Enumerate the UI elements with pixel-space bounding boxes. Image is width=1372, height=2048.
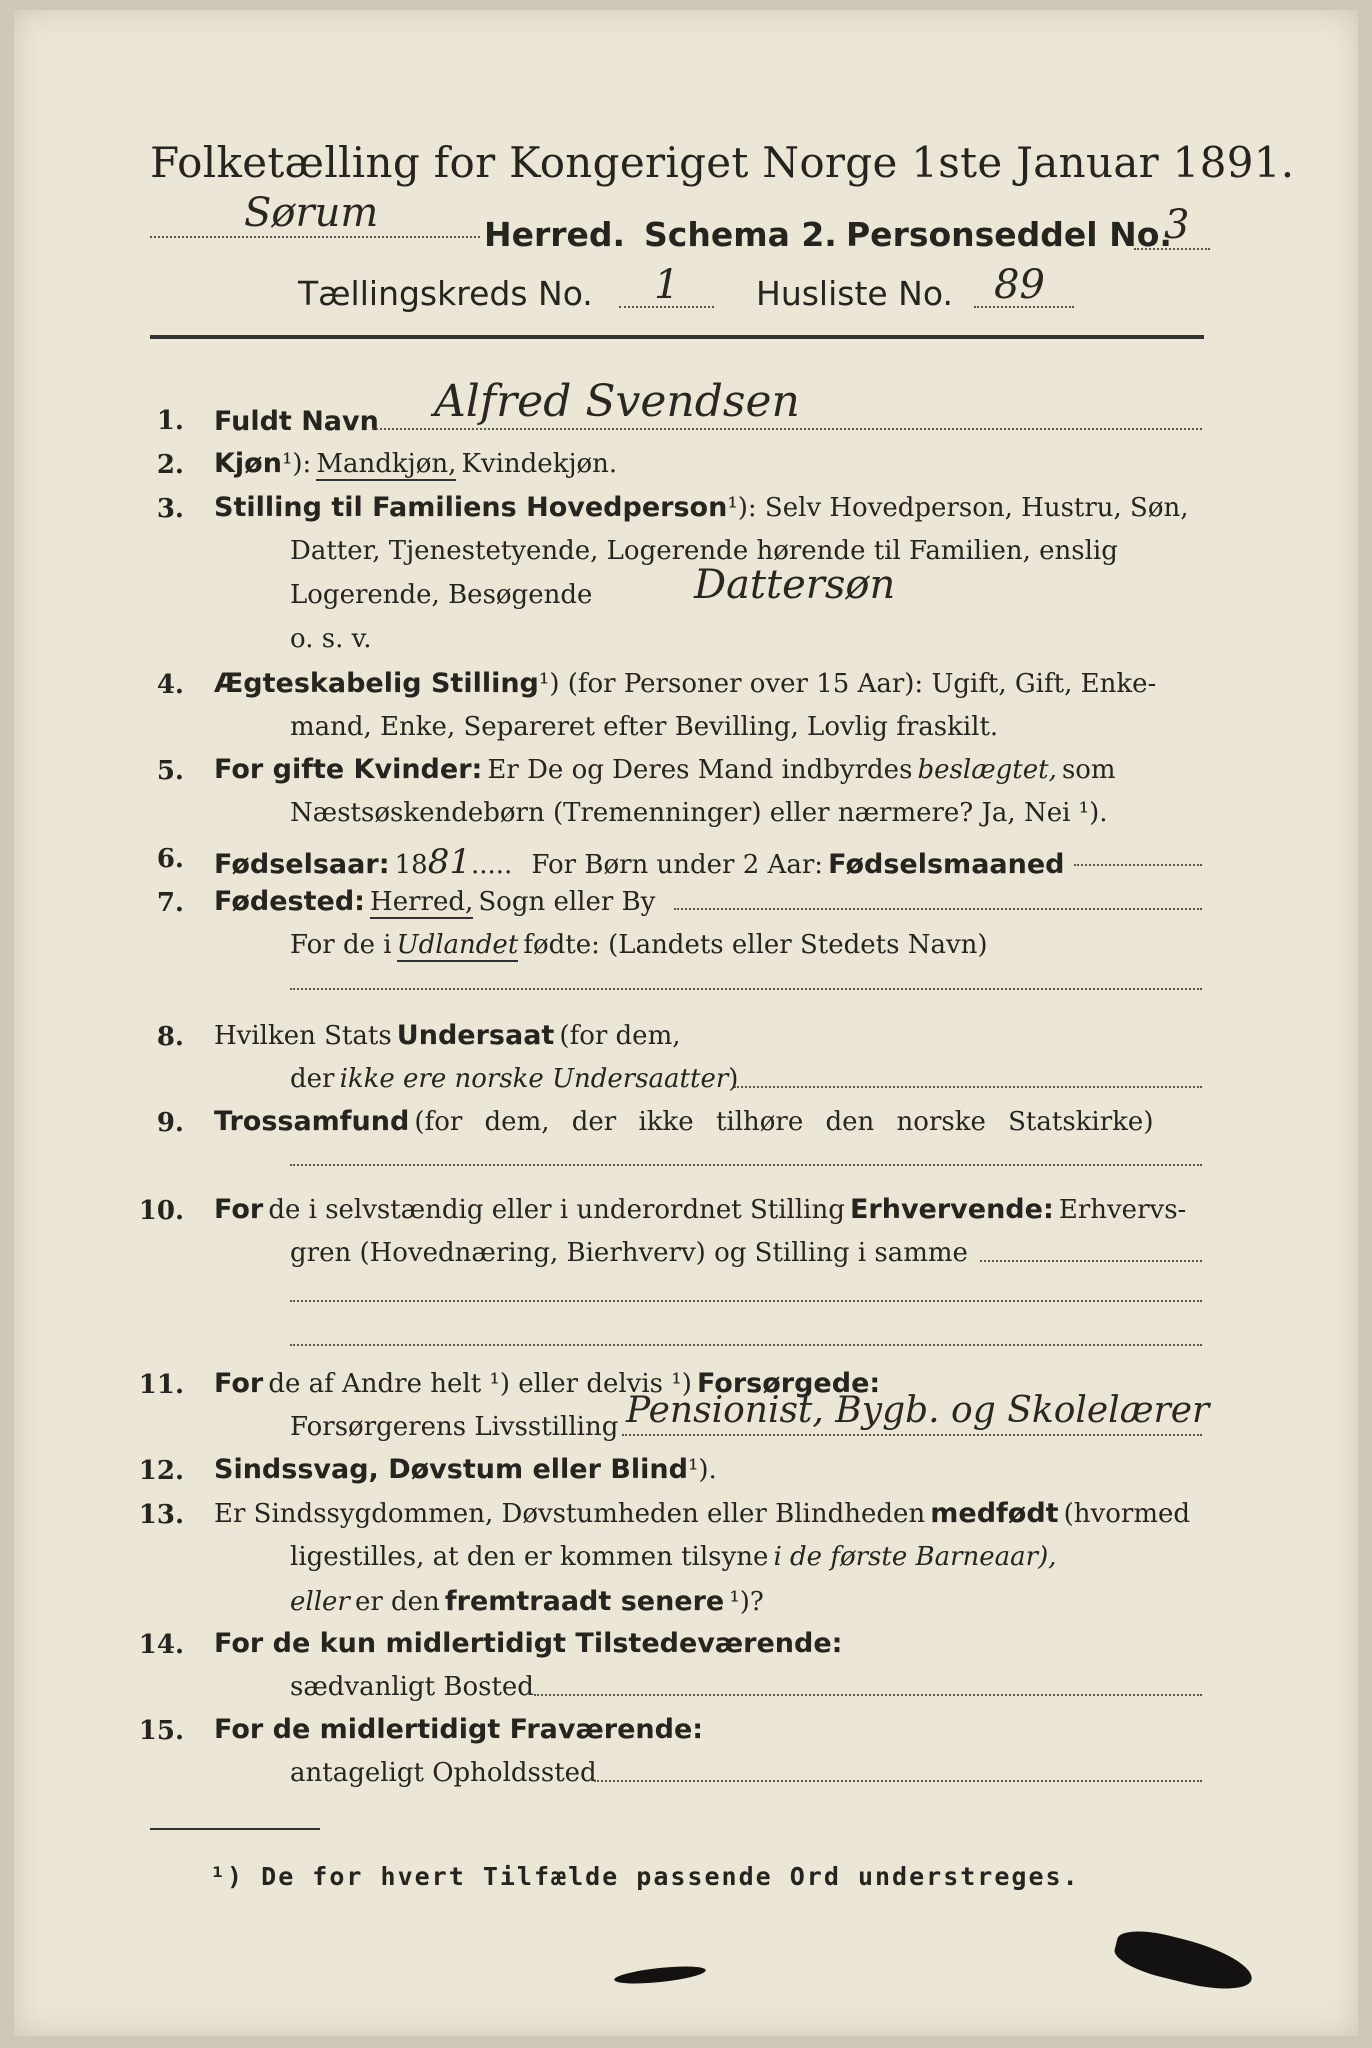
q9-label: Trossamfund [214, 1106, 410, 1137]
q7-label: Fødested: [214, 886, 365, 917]
q7-extra-line [290, 988, 1202, 990]
q1-fill-line [372, 428, 1202, 430]
q11-label-b: Forsørgede: [696, 1368, 881, 1399]
q1-label: Fuldt Navn [214, 406, 379, 437]
q14-fill-line [534, 1694, 1202, 1696]
q2-colon: ): [292, 449, 312, 479]
q12-tail: ¹). [687, 1455, 717, 1485]
q6-number: 6. [156, 844, 184, 874]
q15-number: 15. [138, 1716, 184, 1746]
q4-line-2: mand, Enke, Separeret efter Bevilling, Lovlig fraskilt. [290, 712, 999, 742]
q7-number: 7. [156, 888, 184, 918]
q4-label: Ægteskabelig Stilling [214, 668, 539, 699]
q6-tail-bold: Fødselsmaaned [828, 849, 1065, 880]
q1-number: 1. [156, 406, 184, 436]
census-form-page [14, 10, 1358, 2036]
q6-fill-line [1074, 864, 1202, 866]
q3-label: Stilling til Familiens Hovedperson [214, 492, 728, 523]
q4-number: 4. [156, 670, 184, 700]
q13-line3-b: ¹)? [729, 1587, 764, 1617]
q6-year-prefix: 18 [394, 850, 428, 880]
q14-label: For de kun midlertidigt Tilstedeværende: [214, 1628, 843, 1659]
ink-smudge-left [614, 1963, 707, 1987]
q7-line-2 [290, 930, 988, 960]
q10-fill-line [980, 1260, 1202, 1262]
q3-line-1 [214, 492, 1189, 523]
q9-line [214, 1106, 1153, 1137]
q4-line-1 [214, 668, 1156, 699]
q3-number: 3. [156, 494, 184, 524]
q5-text-a: Er De og Deres Mand indbyrdes [487, 755, 913, 785]
q8-text-b: (for dem, [559, 1021, 681, 1051]
q6-handwritten-year: 81 [427, 842, 471, 882]
husliste-handwritten: 89 [994, 262, 1045, 308]
q3-line1-tail: ¹): Selv Hovedperson, Hustru, Søn, [727, 493, 1189, 523]
q13-bold: medfødt [930, 1498, 1059, 1529]
q10-text-b: Erhvervs- [1058, 1195, 1187, 1225]
q11-fill-line [622, 1434, 1202, 1436]
herred-label: Herred. [484, 215, 626, 254]
q11-label-a: For [214, 1368, 264, 1399]
q9-fill-line [290, 1164, 1202, 1166]
q7-option-herred-underlined: Herred, [370, 887, 474, 917]
q1-handwritten-name: Alfred Svendsen [434, 376, 800, 427]
q11-text-a: de af Andre helt ¹) eller delvis ¹) [268, 1369, 692, 1399]
q10-label-a: For [214, 1194, 264, 1225]
q10-extra-line-2 [290, 1344, 1202, 1346]
q8-fill-line [734, 1086, 1202, 1088]
q10-label-b: Erhvervende: [849, 1194, 1054, 1225]
q7-line2-b: fødte: (Landets eller Stedets Navn) [523, 930, 988, 960]
footnote: ¹) De for hvert Tilfælde passende Ord understreges. [210, 1862, 1080, 1891]
q11-number: 11. [138, 1370, 184, 1400]
q14-number: 14. [138, 1630, 184, 1660]
q10-number: 10. [138, 1196, 184, 1226]
q13-text-a: Er Sindssygdommen, Døvstumheden eller Blindheden [214, 1499, 926, 1529]
q4-line1-tail: ¹) (for Personer over 15 Aar): Ugift, Gift, Enke- [538, 669, 1157, 699]
q5-text-italic: beslægtet, [917, 755, 1057, 785]
q7-fill-line [674, 908, 1202, 910]
q5-line-1 [214, 754, 1116, 785]
q13-line-3 [290, 1586, 764, 1617]
q7-line2-a: For de i [290, 930, 392, 960]
q13-line2-italic: i de første Barneaar), [773, 1542, 1057, 1572]
q8-text-a: Hvilken Stats [214, 1021, 392, 1051]
footnote-rule [150, 1828, 320, 1830]
q5-label: For gifte Kvinder: [214, 754, 483, 785]
q5-line-2: Næstsøskendebørn (Tremenninger) eller nærmere? Ja, Nei ¹). [290, 798, 1108, 828]
q8-line2-italic: ikke ere norske Undersaatter [339, 1064, 729, 1094]
q3-line-3: Logerende, Besøgende [290, 580, 593, 610]
q3-handwritten-value: Dattersøn [694, 562, 896, 608]
q7-udlandet: Udlandet [396, 930, 519, 960]
q13-line3-a: er den [354, 1587, 440, 1617]
ink-smudge-right [1111, 1924, 1257, 1999]
herred-handwritten: Sørum [244, 190, 379, 236]
q8-line2-a: der [290, 1064, 335, 1094]
q2-option-kvindekjon: Kvindekjøn. [461, 449, 618, 479]
q3-line-2: Datter, Tjenestetyende, Logerende hørende til Familien, enslig [290, 536, 1118, 566]
q13-line-1 [214, 1498, 1190, 1529]
q8-line2-b: ) [728, 1064, 739, 1094]
q13-line3-italic: eller [290, 1587, 350, 1617]
q13-line3-bold: fremtraadt senere [444, 1586, 725, 1617]
q8-number: 8. [156, 1022, 184, 1052]
personseddel-label: Personseddel No. [846, 215, 1172, 254]
q7-rest: Sogn eller By [478, 887, 656, 917]
q2-sup: ¹ [281, 449, 293, 479]
q10-text-a: de i selvstændig eller i underordnet Stilling [268, 1195, 845, 1225]
q5-text-b: som [1061, 755, 1116, 785]
q10-extra-line-1 [290, 1300, 1202, 1302]
q8-line-2 [290, 1064, 738, 1094]
q3-line-4: o. s. v. [290, 624, 372, 654]
q12-number: 12. [138, 1456, 184, 1486]
q11-handwritten-value: Pensionist, Bygb. og Skolelærer [626, 1390, 1210, 1431]
herred-fill-line [150, 236, 480, 238]
q6-line: Fødselsaar: 1881..... For Børn under 2 Aar: Fødselsmaaned [214, 842, 1065, 882]
q8-line-1 [214, 1020, 680, 1051]
q10-line-2: gren (Hovednæring, Bierhverv) og Stilling i samme [290, 1238, 968, 1268]
q12-label: Sindssvag, Døvstum eller Blind [214, 1454, 688, 1485]
q14-line-2: sædvanligt Bosted [290, 1672, 534, 1702]
taellingskreds-handwritten: 1 [654, 262, 680, 308]
schema-label: Schema 2. [644, 215, 837, 254]
q15-label: For de midlertidigt Fraværende: [214, 1714, 704, 1745]
personseddel-fill-line [1134, 248, 1210, 250]
q2-option-mandkjon-underlined: Mandkjøn, [316, 449, 457, 479]
q5-number: 5. [156, 756, 184, 786]
q13-text-b: (hvormed [1063, 1499, 1190, 1529]
q13-line2-a: ligestilles, at den er kommen tilsyne [290, 1542, 769, 1572]
q2-label: Kjøn [214, 448, 282, 479]
q15-line-2: antageligt Opholdssted [290, 1758, 597, 1788]
husliste-label: Husliste No. [756, 274, 953, 313]
q7-line-1 [214, 886, 655, 917]
q2-line [214, 448, 617, 479]
personseddel-handwritten: 3 [1164, 202, 1190, 248]
q12-line [214, 1454, 717, 1485]
q9-rest: (for dem, der ikke tilhøre den norske Statskirke) [414, 1107, 1154, 1137]
q8-bold: Undersaat [396, 1020, 555, 1051]
q13-line-2 [290, 1542, 1056, 1572]
header-rule [150, 335, 1204, 339]
q9-number: 9. [156, 1108, 184, 1138]
taellingskreds-label: Tællingskreds No. [298, 274, 593, 313]
q11-line-2: Forsørgerens Livsstilling [290, 1412, 619, 1442]
q13-number: 13. [138, 1500, 184, 1530]
q6-label: Fødselsaar: [214, 849, 390, 880]
form-title: Folketælling for Kongeriget Norge 1ste Januar 1891. [150, 138, 1295, 187]
q6-tail: For Børn under 2 Aar: [531, 850, 824, 880]
q10-line-1 [214, 1194, 1186, 1225]
q15-fill-line [594, 1780, 1202, 1782]
q2-number: 2. [156, 450, 184, 480]
